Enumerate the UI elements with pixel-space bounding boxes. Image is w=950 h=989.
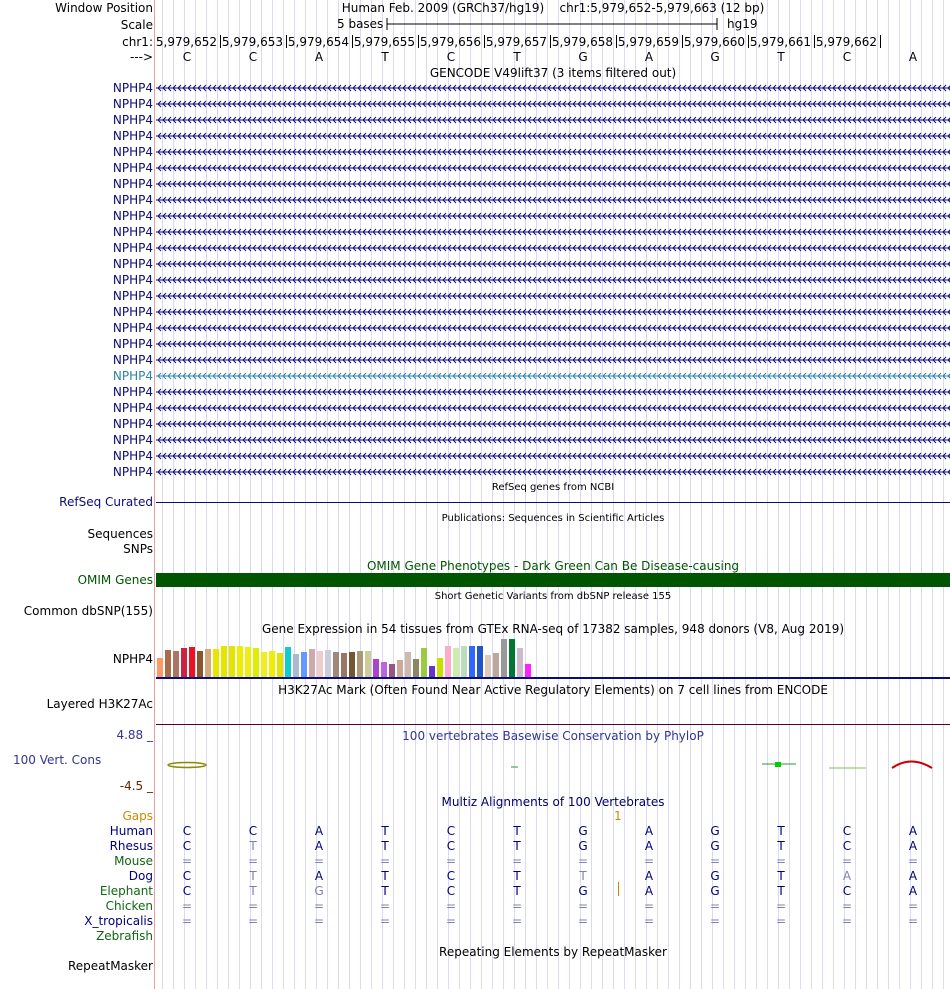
snps-label[interactable]: SNPs: [123, 542, 153, 556]
gtex-tissue-bar[interactable]: [429, 666, 435, 677]
alignment-base: =: [379, 914, 391, 928]
coordinate-label: 5,979,661: [749, 35, 811, 49]
alignment-base: T: [777, 824, 785, 838]
gtex-tissue-bar[interactable]: [301, 652, 307, 677]
gencode-transcript-label[interactable]: NPHP4: [112, 369, 153, 383]
gtex-tissue-bar[interactable]: [373, 659, 379, 677]
alignment-base: =: [577, 914, 589, 928]
gtex-tissue-bar[interactable]: [245, 647, 251, 677]
gencode-transcript-line[interactable]: [156, 305, 950, 319]
sequences-label[interactable]: Sequences: [87, 527, 153, 541]
gencode-transcript-label[interactable]: NPHP4: [112, 289, 153, 303]
gtex-tissue-bar[interactable]: [445, 646, 451, 677]
reference-base: A: [908, 50, 918, 64]
gtex-tissue-bar[interactable]: [173, 651, 179, 677]
alignment-base: =: [709, 914, 721, 928]
phylop-label[interactable]: 100 Vert. Cons: [13, 753, 102, 767]
reference-base: C: [248, 50, 258, 64]
alignment-base: =: [247, 854, 259, 868]
gtex-tissue-bar[interactable]: [421, 648, 427, 677]
alignment-base: A: [644, 869, 654, 883]
elephant-insertion-marker: [618, 882, 619, 896]
gtex-tissue-bar[interactable]: [517, 648, 523, 677]
gaps-label[interactable]: Gaps: [122, 809, 153, 823]
gtex-tissue-bar[interactable]: [413, 659, 419, 677]
gencode-transcript-line[interactable]: [156, 289, 950, 303]
gtex-tissue-bar[interactable]: [437, 658, 443, 677]
gtex-tissue-bar[interactable]: [501, 639, 507, 677]
gencode-transcript-label[interactable]: NPHP4: [112, 161, 153, 175]
alignment-base: =: [907, 854, 919, 868]
gencode-transcript-label[interactable]: NPHP4: [112, 97, 153, 111]
refseq-gene-line[interactable]: [156, 502, 950, 503]
alignment-base: =: [643, 914, 655, 928]
alignment-base: C: [842, 824, 852, 838]
gencode-transcript-line[interactable]: [156, 113, 950, 127]
alignment-base: A: [644, 839, 654, 853]
gtex-tissue-bar[interactable]: [325, 650, 331, 677]
gencode-transcript-label[interactable]: NPHP4: [112, 177, 153, 191]
alignment-base: A: [314, 839, 324, 853]
alignment-base: C: [842, 884, 852, 898]
gtex-tissue-bar[interactable]: [389, 664, 395, 677]
reference-base: C: [842, 50, 852, 64]
h3k27ac-baseline: [156, 724, 950, 725]
alignment-base: =: [181, 914, 193, 928]
gencode-transcript-label[interactable]: NPHP4: [112, 305, 153, 319]
alignment-base: T: [381, 884, 389, 898]
gtex-tissue-bar[interactable]: [405, 652, 411, 677]
gtex-tissue-bar[interactable]: [261, 652, 267, 677]
scale-bar: [386, 16, 720, 32]
gtex-tissue-bar[interactable]: [349, 652, 355, 677]
gtex-tissue-bar[interactable]: [237, 646, 243, 677]
phylop-track-title[interactable]: 100 vertebrates Basewise Conservation by PhyloP: [402, 729, 704, 743]
gtex-tissue-bar[interactable]: [461, 646, 467, 677]
gencode-transcript-line[interactable]: [156, 369, 950, 383]
alignment-base: G: [578, 884, 588, 898]
gencode-transcript-line[interactable]: [156, 465, 950, 479]
alignment-base: C: [446, 884, 456, 898]
alignment-base: =: [841, 854, 853, 868]
gtex-tissue-bar[interactable]: [341, 653, 347, 677]
gtex-tissue-bar[interactable]: [357, 651, 363, 677]
alignment-base: =: [313, 914, 325, 928]
omim-track-title[interactable]: OMIM Gene Phenotypes - Dark Green Can Be Disease-causing: [366, 559, 740, 573]
gtex-tissue-bar[interactable]: [365, 651, 371, 677]
alignment-base: T: [579, 869, 587, 883]
alignment-base: =: [577, 899, 589, 913]
alignment-base: T: [777, 839, 785, 853]
alignment-base: C: [248, 824, 258, 838]
alignment-base: T: [249, 884, 257, 898]
gencode-transcript-label[interactable]: NPHP4: [112, 321, 153, 335]
alignment-base: A: [644, 824, 654, 838]
gtex-tissue-bar[interactable]: [477, 646, 483, 677]
alignment-base: =: [313, 854, 325, 868]
multiz-species-label[interactable]: Mouse: [114, 854, 153, 868]
coordinate-label: 5,979,653: [221, 35, 283, 49]
gencode-transcript-label[interactable]: NPHP4: [112, 433, 153, 447]
alignment-base: C: [446, 839, 456, 853]
alignment-base: =: [247, 914, 259, 928]
alignment-base: =: [577, 854, 589, 868]
gtex-tissue-bar[interactable]: [485, 655, 491, 677]
alignment-base: T: [249, 869, 257, 883]
alignment-base: C: [182, 824, 192, 838]
h3k27ac-track-title[interactable]: H3K27Ac Mark (Often Found Near Active Regulatory Elements) on 7 cell lines from ENCODE: [278, 683, 828, 697]
alignment-base: C: [182, 884, 192, 898]
alignment-base: =: [511, 914, 523, 928]
gtex-tissue-bar[interactable]: [381, 662, 387, 677]
gencode-transcript-line[interactable]: [156, 321, 950, 335]
gencode-transcript-label[interactable]: NPHP4: [112, 385, 153, 399]
gtex-tissue-bar[interactable]: [493, 653, 499, 677]
gtex-tissue-bar[interactable]: [205, 649, 211, 677]
alignment-base: =: [181, 854, 193, 868]
multiz-species-label[interactable]: Rhesus: [109, 839, 153, 853]
alignment-base: T: [381, 839, 389, 853]
gencode-transcript-label[interactable]: NPHP4: [112, 113, 153, 127]
alignment-base: G: [710, 884, 720, 898]
alignment-base: =: [445, 899, 457, 913]
gencode-transcript-label[interactable]: NPHP4: [112, 241, 153, 255]
gencode-transcript-label[interactable]: NPHP4: [112, 193, 153, 207]
coordinate-label: 5,979,656: [419, 35, 481, 49]
alignment-base: G: [710, 824, 720, 838]
gtex-tissue-bar[interactable]: [333, 652, 339, 677]
alignment-base: T: [777, 884, 785, 898]
position-text: chr1:5,979,652-5,979,663 (12 bp): [559, 1, 765, 15]
coordinate-tick: [682, 35, 683, 48]
gencode-transcript-line[interactable]: [156, 177, 950, 191]
gtex-tissue-bar[interactable]: [525, 664, 531, 677]
h3k27ac-label[interactable]: Layered H3K27Ac: [46, 697, 153, 711]
alignment-base: =: [775, 854, 787, 868]
alignment-base: A: [908, 839, 918, 853]
gencode-transcript-label[interactable]: NPHP4: [112, 225, 153, 239]
alignment-base: C: [182, 869, 192, 883]
reference-base: T: [381, 50, 389, 64]
omim-phenotype-bar[interactable]: [156, 573, 950, 587]
alignment-base: =: [511, 854, 523, 868]
position-header: [156, 1, 950, 15]
gtex-tissue-bar[interactable]: [397, 660, 403, 677]
db-label: hg19: [727, 17, 758, 31]
alignment-base: T: [513, 839, 521, 853]
coordinate-tick: [352, 35, 353, 48]
alignment-base: G: [578, 824, 588, 838]
alignment-base: T: [249, 839, 257, 853]
alignment-base: T: [513, 824, 521, 838]
gencode-transcript-line[interactable]: [156, 161, 950, 175]
alignment-base: =: [247, 899, 259, 913]
gencode-transcript-label[interactable]: NPHP4: [112, 81, 153, 95]
coordinate-label: 5,979,662: [815, 35, 877, 49]
alignment-base: =: [181, 899, 193, 913]
gencode-transcript-line[interactable]: [156, 337, 950, 351]
coordinate-label: 5,979,654: [287, 35, 349, 49]
alignment-base: =: [907, 899, 919, 913]
window-position-label: Window Position: [55, 1, 153, 15]
alignment-base: C: [842, 839, 852, 853]
gencode-transcript-line[interactable]: [156, 129, 950, 143]
gtex-tissue-bar[interactable]: [229, 646, 235, 677]
repeatmasker-label[interactable]: RepeatMasker: [67, 959, 153, 973]
alignment-base: =: [775, 899, 787, 913]
coordinate-tick: [484, 35, 485, 48]
alignment-base: T: [381, 824, 389, 838]
phylop-signal[interactable]: [156, 750, 950, 780]
alignment-base: G: [578, 839, 588, 853]
coordinate-tick: [286, 35, 287, 48]
label-divider: [154, 0, 155, 989]
reference-base: T: [513, 50, 521, 64]
gencode-track-title[interactable]: GENCODE V49lift37 (3 items filtered out): [429, 66, 677, 80]
gencode-transcript-label[interactable]: NPHP4: [112, 129, 153, 143]
assembly-title: Human Feb. 2009 (GRCh37/hg19): [341, 1, 545, 15]
reference-base: A: [314, 50, 324, 64]
alignment-base: =: [907, 914, 919, 928]
gencode-transcript-label[interactable]: NPHP4: [112, 145, 153, 159]
alignment-base: A: [314, 824, 324, 838]
alignment-base: A: [908, 884, 918, 898]
coordinate-tick: [748, 35, 749, 48]
gtex-gene-label[interactable]: NPHP4: [112, 652, 153, 666]
gencode-transcript-line[interactable]: [156, 273, 950, 287]
multiz-species-label[interactable]: Chicken: [105, 899, 153, 913]
gtex-tissue-bar[interactable]: [509, 639, 515, 677]
multiz-species-label[interactable]: Dog: [128, 869, 153, 883]
reference-base: T: [777, 50, 785, 64]
coordinate-tick: [418, 35, 419, 48]
alignment-base: G: [710, 869, 720, 883]
alignment-base: A: [908, 824, 918, 838]
alignment-base: C: [446, 869, 456, 883]
coordinate-tick: [814, 35, 815, 48]
coordinate-label: 5,979,657: [485, 35, 547, 49]
dbsnp-track-title[interactable]: Short Genetic Variants from dbSNP release 155: [434, 591, 672, 602]
gencode-transcript-label[interactable]: NPHP4: [112, 417, 153, 431]
gencode-transcript-line[interactable]: [156, 417, 950, 431]
gtex-tissue-bar[interactable]: [277, 653, 283, 677]
gencode-transcript-label[interactable]: NPHP4: [112, 353, 153, 367]
alignment-base: C: [446, 824, 456, 838]
gencode-transcript-line[interactable]: [156, 353, 950, 367]
gencode-transcript-label[interactable]: NPHP4: [112, 257, 153, 271]
alignment-base: =: [379, 899, 391, 913]
coordinate-tick: [550, 35, 551, 48]
gtex-tissue-bar[interactable]: [285, 647, 291, 677]
gencode-transcript-line[interactable]: [156, 385, 950, 399]
reference-base: G: [578, 50, 588, 64]
coordinate-tick: [880, 35, 881, 48]
alignment-base: =: [445, 854, 457, 868]
gencode-transcript-line[interactable]: [156, 257, 950, 271]
coordinate-label: 5,979,658: [551, 35, 613, 49]
reference-base: A: [644, 50, 654, 64]
gtex-tissue-bar[interactable]: [269, 651, 275, 677]
alignment-base: =: [511, 899, 523, 913]
multiz-species-label[interactable]: X_tropicalis: [84, 914, 153, 928]
phylop-max-value: 4.88 _: [116, 728, 153, 742]
coordinate-label: 5,979,659: [617, 35, 679, 49]
alignment-base: =: [445, 914, 457, 928]
alignment-base: T: [381, 869, 389, 883]
alignment-base: T: [513, 884, 521, 898]
refseq-label[interactable]: RefSeq Curated: [59, 495, 153, 509]
gencode-transcript-line[interactable]: [156, 225, 950, 239]
repeatmasker-track-title[interactable]: Repeating Elements by RepeatMasker: [439, 945, 667, 959]
alignment-base: =: [379, 854, 391, 868]
coordinate-label: 5,979,660: [683, 35, 745, 49]
multiz-species-label[interactable]: Zebrafish: [96, 929, 153, 943]
reference-base: C: [446, 50, 456, 64]
gtex-tissue-bar[interactable]: [293, 654, 299, 677]
scale-label: Scale: [120, 18, 153, 32]
gencode-transcript-label[interactable]: NPHP4: [112, 449, 153, 463]
publications-track-title[interactable]: Publications: Sequences in Scientific Articles: [441, 513, 665, 524]
alignment-base: =: [709, 854, 721, 868]
alignment-base: A: [842, 869, 852, 883]
alignment-base: T: [777, 869, 785, 883]
alignment-base: =: [841, 899, 853, 913]
gencode-transcript-label[interactable]: NPHP4: [112, 273, 153, 287]
gtex-tissue-bar[interactable]: [181, 648, 187, 677]
multiz-species-label[interactable]: Human: [109, 824, 153, 838]
gencode-transcript-label[interactable]: NPHP4: [112, 465, 153, 479]
multiz-species-label[interactable]: Elephant: [99, 884, 153, 898]
alignment-base: A: [908, 869, 918, 883]
alignment-base: A: [314, 869, 324, 883]
gtex-tissue-bar[interactable]: [189, 647, 195, 677]
strand-label: --->: [129, 50, 153, 64]
gtex-tissue-bar[interactable]: [213, 649, 219, 677]
gencode-transcript-label[interactable]: NPHP4: [112, 401, 153, 415]
refseq-track-title[interactable]: RefSeq genes from NCBI: [491, 482, 615, 493]
gencode-transcript-label[interactable]: NPHP4: [112, 209, 153, 223]
gtex-tissue-bar[interactable]: [157, 658, 163, 677]
alignment-base: =: [841, 914, 853, 928]
alignment-base: =: [709, 899, 721, 913]
alignment-base: T: [513, 869, 521, 883]
alignment-base: A: [644, 884, 654, 898]
reference-base: C: [182, 50, 192, 64]
gencode-transcript-line[interactable]: [156, 401, 950, 415]
chr-label: chr1:: [122, 35, 153, 49]
gtex-tissue-bar[interactable]: [309, 649, 315, 677]
coordinate-tick: [616, 35, 617, 48]
gencode-transcript-line[interactable]: [156, 433, 950, 447]
alignment-base: =: [643, 854, 655, 868]
alignment-base: =: [313, 899, 325, 913]
gtex-tissue-bar[interactable]: [165, 650, 171, 677]
gtex-tissue-bar[interactable]: [469, 646, 475, 677]
gencode-transcript-line[interactable]: [156, 241, 950, 255]
gtex-tissue-bar[interactable]: [453, 648, 459, 677]
gtex-tissue-bar[interactable]: [221, 646, 227, 677]
alignment-base: C: [182, 839, 192, 853]
phylop-min-value: -4.5 _: [119, 779, 153, 793]
gap-count: 1: [614, 809, 622, 823]
alignment-base: =: [775, 914, 787, 928]
reference-base: G: [710, 50, 720, 64]
omim-label[interactable]: OMIM Genes: [77, 573, 153, 587]
gtex-tissue-bar[interactable]: [197, 651, 203, 677]
multiz-track-title[interactable]: Multiz Alignments of 100 Vertebrates: [441, 795, 665, 809]
alignment-base: =: [643, 899, 655, 913]
alignment-base: G: [710, 839, 720, 853]
gtex-tissue-bar[interactable]: [253, 648, 259, 677]
coordinate-tick: [220, 35, 221, 48]
gencode-transcript-line[interactable]: [156, 97, 950, 111]
gtex-tissue-bar[interactable]: [317, 651, 323, 677]
scale-text: 5 bases: [337, 17, 384, 31]
coordinate-label: 5,979,652: [155, 35, 217, 49]
alignment-base: G: [314, 884, 324, 898]
gencode-transcript-line[interactable]: [156, 145, 950, 159]
dbsnp-label[interactable]: Common dbSNP(155): [23, 604, 153, 618]
gencode-transcript-line[interactable]: [156, 449, 950, 463]
gencode-transcript-label[interactable]: NPHP4: [112, 337, 153, 351]
gtex-track-title[interactable]: Gene Expression in 54 tissues from GTEx RNA-seq of 17382 samples, 948 donors (V8, Aug 2019): [261, 622, 845, 636]
gtex-baseline: [156, 677, 950, 679]
gencode-transcript-line[interactable]: [156, 209, 950, 223]
coordinate-label: 5,979,655: [353, 35, 415, 49]
gencode-transcript-line[interactable]: [156, 81, 950, 95]
gencode-transcript-line[interactable]: [156, 193, 950, 207]
